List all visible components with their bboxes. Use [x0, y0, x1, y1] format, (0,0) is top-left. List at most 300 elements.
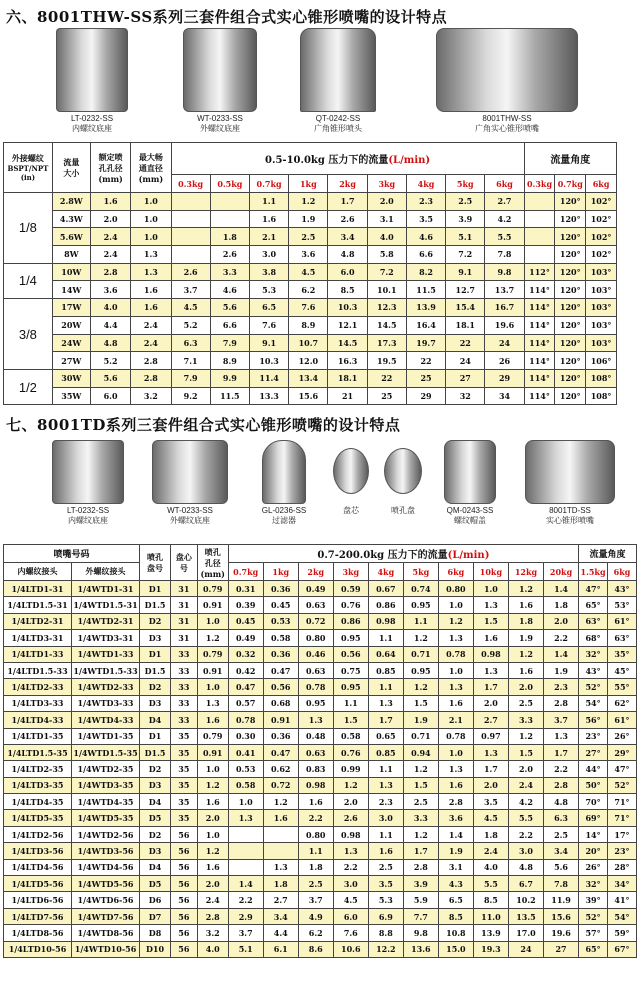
outer-thread-code: 1/4WTD2-33 — [72, 679, 140, 695]
pressure-header: 10kg — [473, 563, 508, 581]
flow-value: 1.3 — [263, 859, 298, 875]
flow-value: 1.8 — [263, 876, 298, 892]
bore-diameter: 1.0 — [197, 761, 228, 777]
flow-value: 1.5 — [403, 695, 438, 711]
flow-value: 1.0 — [438, 597, 473, 613]
flow-value: 1.4 — [543, 581, 578, 597]
angle-value: 26° — [607, 728, 636, 744]
flow-value: 5.1 — [446, 228, 485, 246]
angle-value: 32° — [579, 876, 608, 892]
angle-value: 44° — [579, 761, 608, 777]
disc-number: D3 — [140, 777, 171, 793]
flow-value: 4.3 — [438, 876, 473, 892]
flow-value: 4.8 — [508, 859, 543, 875]
bore-diameter: 3.6 — [90, 281, 130, 299]
flow-value: 26 — [485, 352, 524, 370]
angle-value: 45° — [607, 662, 636, 678]
flow-value: 12.1 — [328, 316, 367, 334]
bore-diameter: 1.3 — [197, 695, 228, 711]
angle-value: 103° — [586, 281, 617, 299]
bore-diameter: 4.4 — [90, 316, 130, 334]
flow-value: 6.2 — [298, 925, 333, 941]
core-number: 31 — [170, 613, 197, 629]
bore-diameter: 4.8 — [90, 334, 130, 352]
angle-value: 108° — [586, 369, 617, 387]
flow-value: 8.6 — [298, 941, 333, 957]
angle-value: 56° — [579, 712, 608, 728]
flow-value: 0.46 — [298, 646, 333, 662]
flow-value: 0.86 — [333, 613, 368, 629]
flow-value: 1.1 — [298, 843, 333, 859]
inner-thread-code: 1/4LTD3-56 — [4, 843, 72, 859]
bore-diameter: 1.6 — [197, 794, 228, 810]
flow-value: 7.2 — [446, 246, 485, 264]
flow-value: 1.7 — [328, 193, 367, 211]
flow-value: 1.7 — [543, 744, 578, 760]
angle-value: 61° — [607, 613, 636, 629]
product-code: GL-0236-SS — [261, 506, 307, 515]
outer-thread-code: 1/4WTD2-35 — [72, 761, 140, 777]
table-row — [4, 387, 617, 405]
flow-value — [263, 843, 298, 859]
flow-value: 6.3 — [543, 810, 578, 826]
angle-value: 17° — [607, 826, 636, 842]
flow-value: 2.8 — [543, 777, 578, 793]
flow-value: 0.95 — [333, 630, 368, 646]
flow-value: 19.7 — [406, 334, 445, 352]
product-8001thw — [432, 28, 582, 134]
angle-pressure-header: 6kg — [607, 563, 636, 581]
flow-value: 2.8 — [403, 859, 438, 875]
angle-value: 59° — [607, 925, 636, 941]
flow-value: 1.2 — [508, 646, 543, 662]
outer-thread-code: 1/4WTD1-31 — [72, 581, 140, 597]
flow-value: 1.2 — [438, 613, 473, 629]
table-row — [4, 299, 617, 317]
flow-value: 22 — [367, 369, 406, 387]
flow-value: 2.5 — [368, 859, 403, 875]
flow-value: 0.64 — [368, 646, 403, 662]
flow-value: 22 — [446, 334, 485, 352]
flow-value: 3.5 — [368, 876, 403, 892]
bore-diameter: 2.8 — [197, 908, 228, 924]
flow-value: 5.8 — [367, 246, 406, 264]
flow-value: 0.56 — [263, 679, 298, 695]
angle-value: 27° — [579, 744, 608, 760]
lt0232-td-photo — [52, 440, 124, 504]
bore-diameter: 1.2 — [197, 843, 228, 859]
inner-thread-code: 1/4LTD4-33 — [4, 712, 72, 728]
outer-thread-code: 1/4WTD1.5-35 — [72, 744, 140, 760]
core-number: 33 — [170, 712, 197, 728]
flow-value: 0.72 — [298, 613, 333, 629]
flow-value: 3.7 — [298, 892, 333, 908]
flow-value: 2.0 — [508, 679, 543, 695]
flow-value: 2.7 — [473, 712, 508, 728]
flow-value: 5.9 — [403, 892, 438, 908]
product-name: 内螺纹底座 — [68, 516, 108, 525]
flow-size: 27W — [52, 352, 90, 370]
product-name: 过滤器 — [272, 516, 296, 525]
angle-value: 68° — [579, 630, 608, 646]
flow-value: 1.6 — [368, 843, 403, 859]
product-code: 8001TD-SS — [549, 506, 591, 515]
flow-value: 0.78 — [438, 728, 473, 744]
angle-value: 114° — [524, 281, 555, 299]
angle-value: 34° — [607, 876, 636, 892]
angle-value: 52° — [579, 679, 608, 695]
table-row — [4, 826, 637, 842]
flow-value: 2.5 — [508, 695, 543, 711]
table-row — [4, 263, 617, 281]
flow-value: 11.4 — [249, 369, 288, 387]
core-number: 33 — [170, 646, 197, 662]
angle-value: 103° — [586, 263, 617, 281]
angle-value: 114° — [524, 334, 555, 352]
disc-number: D3 — [140, 843, 171, 859]
flow-value: 1.3 — [333, 843, 368, 859]
angle-value: 106° — [586, 352, 617, 370]
flow-value: 15.4 — [446, 299, 485, 317]
angle-value: 114° — [524, 299, 555, 317]
flow-value: 11.0 — [473, 908, 508, 924]
bore-diameter: 0.79 — [197, 646, 228, 662]
product-name: 内螺纹底座 — [72, 124, 112, 133]
flow-value: 1.7 — [473, 679, 508, 695]
bore-diameter: 2.0 — [197, 876, 228, 892]
angle-value: 103° — [586, 316, 617, 334]
disc-number: D1 — [140, 728, 171, 744]
inner-thread-code: 1/4LTD1.5-33 — [4, 662, 72, 678]
flow-value: 6.1 — [263, 941, 298, 957]
outer-thread-code: 1/4WTD3-31 — [72, 630, 140, 646]
flow-value: 1.9 — [508, 630, 543, 646]
table-row — [4, 859, 637, 875]
flow-value — [171, 210, 210, 228]
flow-value: 0.58 — [333, 728, 368, 744]
angle-value: 63° — [607, 630, 636, 646]
outer-thread-code: 1/4WTD8-56 — [72, 925, 140, 941]
flow-value: 1.1 — [368, 630, 403, 646]
flow-size: 5.6W — [52, 228, 90, 246]
flow-value: 2.4 — [473, 843, 508, 859]
flow-value: 1.6 — [263, 810, 298, 826]
flow-value: 1.6 — [298, 794, 333, 810]
product-code: WT-0233-SS — [167, 506, 213, 515]
flow-value: 1.4 — [228, 876, 263, 892]
flow-value: 1.8 — [543, 597, 578, 613]
product-disc-core — [326, 440, 376, 516]
outer-thread-code: 1/4WTD1.5-33 — [72, 662, 140, 678]
table-row — [4, 246, 617, 264]
flow-value: 1.9 — [543, 662, 578, 678]
flow-value: 2.0 — [508, 761, 543, 777]
flow-value: 3.0 — [333, 876, 368, 892]
disc-number: D4 — [140, 794, 171, 810]
flow-value: 5.3 — [368, 892, 403, 908]
flow-value: 1.0 — [473, 581, 508, 597]
flow-value: 2.3 — [543, 679, 578, 695]
flow-value: 1.4 — [438, 826, 473, 842]
flow-value: 0.47 — [263, 744, 298, 760]
flow-value: 10.3 — [328, 299, 367, 317]
flow-value: 1.2 — [403, 826, 438, 842]
angle-value: 35° — [607, 646, 636, 662]
flow-value: 1.4 — [543, 646, 578, 662]
flow-value: 0.68 — [263, 695, 298, 711]
flow-value: 22 — [406, 352, 445, 370]
table-row — [4, 597, 637, 613]
flow-value: 0.47 — [263, 662, 298, 678]
flow-value: 19.3 — [473, 941, 508, 957]
flow-value: 1.1 — [368, 679, 403, 695]
disc-number: D5 — [140, 810, 171, 826]
flow-value: 1.3 — [473, 744, 508, 760]
flow-value: 5.5 — [508, 810, 543, 826]
pressure-header: 4kg — [368, 563, 403, 581]
passage-diameter: 1.0 — [131, 228, 171, 246]
th-flow-rate2: 0.7-200.0kg 压力下的流量(L/min) — [228, 545, 578, 563]
flow-value: 4.9 — [298, 908, 333, 924]
flow-value: 2.8 — [543, 695, 578, 711]
inner-thread-code: 1/4LTD8-56 — [4, 925, 72, 941]
flow-value: 0.48 — [298, 728, 333, 744]
flow-value: 2.4 — [508, 777, 543, 793]
flow-value: 8.9 — [289, 316, 328, 334]
bore-diameter: 0.91 — [197, 744, 228, 760]
bore-diameter: 1.6 — [197, 859, 228, 875]
angle-value: 65° — [579, 941, 608, 957]
flow-value: 0.71 — [403, 646, 438, 662]
flow-value: 3.6 — [289, 246, 328, 264]
angle-value: 39° — [579, 892, 608, 908]
angle-value: 120° — [555, 281, 586, 299]
bore-diameter: 2.0 — [90, 210, 130, 228]
td-flow-table — [3, 544, 637, 958]
angle-value — [524, 210, 555, 228]
angle-value: 47° — [607, 761, 636, 777]
disc-number: D1.5 — [140, 597, 171, 613]
outer-thread-code: 1/4WTD1-33 — [72, 646, 140, 662]
product-gl0236 — [254, 440, 314, 526]
flow-value: 1.1 — [368, 826, 403, 842]
flow-value: 21 — [328, 387, 367, 405]
bore-diameter: 1.0 — [197, 679, 228, 695]
flow-value: 0.32 — [228, 646, 263, 662]
inner-thread-code: 1/4LTD4-35 — [4, 794, 72, 810]
product-qt0242 — [288, 28, 388, 134]
flow-value: 13.7 — [485, 281, 524, 299]
flow-value: 4.4 — [263, 925, 298, 941]
product-orifice-disc — [378, 440, 428, 516]
flow-value: 1.5 — [333, 712, 368, 728]
flow-value: 4.5 — [473, 810, 508, 826]
passage-diameter: 1.6 — [131, 281, 171, 299]
flow-value: 4.8 — [543, 794, 578, 810]
flow-value: 3.1 — [438, 859, 473, 875]
flow-value: 3.7 — [171, 281, 210, 299]
wt0233-photo — [183, 28, 257, 112]
th-spray-angle: 流量角度 — [524, 143, 616, 175]
flow-size: 2.8W — [52, 193, 90, 211]
flow-value — [228, 843, 263, 859]
flow-value: 3.7 — [228, 925, 263, 941]
inner-thread-code: 1/4LTD3-33 — [4, 695, 72, 711]
flow-value: 0.41 — [228, 744, 263, 760]
flow-value: 8.8 — [368, 925, 403, 941]
flow-value: 3.0 — [249, 246, 288, 264]
product-name: 实心锥形喷嘴 — [546, 516, 594, 525]
core-number: 31 — [170, 630, 197, 646]
flow-value: 9.8 — [403, 925, 438, 941]
flow-value: 1.9 — [289, 210, 328, 228]
flow-value: 3.4 — [263, 908, 298, 924]
inner-thread-code: 1/4LTD5-56 — [4, 876, 72, 892]
bore-diameter: 5.6 — [90, 369, 130, 387]
flow-value: 1.6 — [249, 210, 288, 228]
flow-value: 1.2 — [508, 728, 543, 744]
flow-value: 1.8 — [298, 859, 333, 875]
core-number: 31 — [170, 581, 197, 597]
table-row — [4, 794, 637, 810]
th-thread: 外接螺纹 BSPT/NPT (in) — [4, 143, 53, 193]
angle-value: 71° — [607, 810, 636, 826]
table-row — [4, 744, 637, 760]
flow-value: 0.45 — [263, 597, 298, 613]
angle-value: 112° — [524, 263, 555, 281]
flow-value: 6.5 — [249, 299, 288, 317]
flow-value: 1.1 — [333, 695, 368, 711]
table-row — [4, 228, 617, 246]
flow-value: 10.8 — [438, 925, 473, 941]
flow-value: 2.1 — [249, 228, 288, 246]
flow-size: 24W — [52, 334, 90, 352]
flow-value: 15.6 — [543, 908, 578, 924]
flow-value: 14.5 — [367, 316, 406, 334]
flow-value: 1.5 — [508, 744, 543, 760]
thread-size: 1/8 — [4, 193, 53, 264]
core-number: 33 — [170, 662, 197, 678]
flow-value: 1.8 — [508, 613, 543, 629]
flow-value: 3.0 — [508, 843, 543, 859]
flow-value: 3.8 — [249, 263, 288, 281]
passage-diameter: 1.6 — [131, 299, 171, 317]
bore-diameter: 2.4 — [197, 892, 228, 908]
table-row — [4, 210, 617, 228]
flow-value: 19.5 — [367, 352, 406, 370]
outer-thread-code: 1/4WTD3-35 — [72, 777, 140, 793]
inner-thread-code: 1/4LTD1.5-35 — [4, 744, 72, 760]
lt0232-photo — [56, 28, 128, 112]
flow-value: 24 — [446, 352, 485, 370]
flow-value: 1.3 — [298, 712, 333, 728]
angle-value: 52° — [579, 908, 608, 924]
angle-value: 120° — [555, 246, 586, 264]
flow-value: 0.36 — [263, 646, 298, 662]
flow-value: 8.5 — [438, 908, 473, 924]
table-row — [4, 810, 637, 826]
angle-value: 55° — [607, 679, 636, 695]
inner-thread-code: 1/4LTD2-33 — [4, 679, 72, 695]
flow-value: 7.9 — [210, 334, 249, 352]
8001td-photo — [525, 440, 615, 504]
flow-value: 3.9 — [403, 876, 438, 892]
table-row — [4, 876, 637, 892]
angle-value: 65° — [579, 597, 608, 613]
flow-value: 12.2 — [368, 941, 403, 957]
flow-value: 5.1 — [228, 941, 263, 957]
inner-thread-code: 1/4LTD7-56 — [4, 908, 72, 924]
disc-number: D6 — [140, 892, 171, 908]
flow-value: 0.94 — [403, 744, 438, 760]
flow-value: 3.0 — [368, 810, 403, 826]
flow-value: 0.74 — [403, 581, 438, 597]
flow-value: 3.3 — [210, 263, 249, 281]
disc-number: D2 — [140, 613, 171, 629]
product-code: QM-0243-SS — [446, 506, 494, 515]
flow-value: 6.7 — [508, 876, 543, 892]
flow-value: 0.71 — [403, 728, 438, 744]
angle-value: 26° — [579, 859, 608, 875]
core-number: 35 — [170, 794, 197, 810]
outer-thread-code: 1/4WTD3-56 — [72, 843, 140, 859]
angle-value: 20° — [579, 843, 608, 859]
flow-value: 2.2 — [298, 810, 333, 826]
flow-value: 1.2 — [403, 679, 438, 695]
flow-value: 0.58 — [228, 777, 263, 793]
angle-pressure-header: 0.3kg — [524, 175, 555, 193]
orifice-disc-photo — [384, 448, 422, 494]
bore-diameter: 0.79 — [197, 728, 228, 744]
flow-value: 1.1 — [249, 193, 288, 211]
disc-number: D1 — [140, 646, 171, 662]
flow-value: 1.9 — [438, 843, 473, 859]
pressure-header: 20kg — [543, 563, 578, 581]
flow-value: 0.80 — [298, 630, 333, 646]
pressure-header: 1kg — [289, 175, 328, 193]
flow-value: 2.1 — [438, 712, 473, 728]
flow-value: 4.8 — [328, 246, 367, 264]
flow-value: 7.9 — [171, 369, 210, 387]
inner-thread-code: 1/4LTD1.5-31 — [4, 597, 72, 613]
flow-value: 1.8 — [210, 228, 249, 246]
flow-value: 3.4 — [543, 843, 578, 859]
angle-value: 120° — [555, 193, 586, 211]
flow-value: 1.7 — [368, 712, 403, 728]
angle-value: 114° — [524, 387, 555, 405]
flow-value: 0.58 — [263, 630, 298, 646]
inner-thread-code: 1/4LTD1-35 — [4, 728, 72, 744]
table-row — [4, 369, 617, 387]
angle-value: 71° — [607, 794, 636, 810]
flow-value: 1.3 — [368, 695, 403, 711]
flow-value: 18.1 — [328, 369, 367, 387]
gl0236-photo — [262, 440, 306, 504]
bore-diameter: 2.8 — [90, 263, 130, 281]
angle-value: 114° — [524, 369, 555, 387]
angle-pressure-header: 6kg — [586, 175, 617, 193]
table-row — [4, 761, 637, 777]
flow-value: 1.0 — [228, 794, 263, 810]
flow-value — [263, 826, 298, 842]
disc-number: D4 — [140, 712, 171, 728]
flow-value: 6.0 — [333, 908, 368, 924]
table-row — [4, 281, 617, 299]
flow-value: 7.8 — [485, 246, 524, 264]
qm0243-photo — [444, 440, 496, 504]
flow-value: 0.59 — [333, 581, 368, 597]
disc-number: D5 — [140, 876, 171, 892]
